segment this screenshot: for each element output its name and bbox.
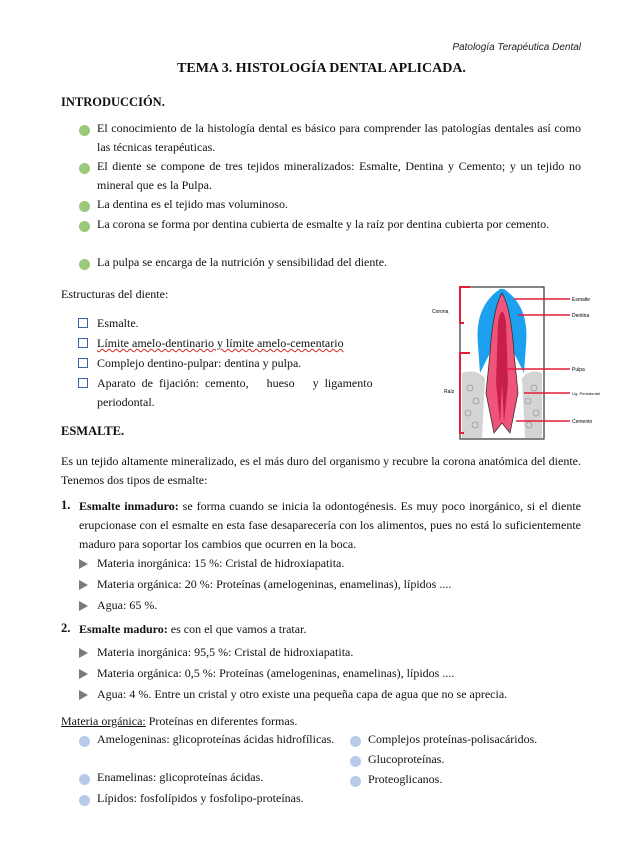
bullet-icon — [350, 736, 361, 747]
organic-right-1: Complejos proteínas-polisacáridos. — [368, 732, 538, 746]
label-dentina: Dentina — [572, 313, 590, 319]
type-1-text: se forma cuando se inicia la odontogénesis. Es muy poco inorgánico, si el diente erupcionase con el esmalte en esta fase desaparecería con los alimentos, pues no está lo suficientemente maduro para soportar los cambios que ocurren en la boca. — [79, 499, 581, 551]
tooth-diagram — [430, 283, 600, 443]
checkbox-icon — [78, 338, 88, 348]
intro-bullet-3: La dentina es el tejido mas voluminoso. — [97, 197, 288, 211]
type-1-item-1: Materia inorgánica: 15 %: Cristal de hidroxiapatita. — [97, 556, 345, 570]
label-pulpa: Pulpa — [572, 367, 585, 373]
organic-left-2: Enamelinas: glicoproteínas ácidas. — [97, 770, 264, 784]
page-title: TEMA 3. HISTOLOGÍA DENTAL APLICADA. — [177, 61, 466, 76]
type-1-number: 1. — [61, 498, 71, 512]
bullet-icon — [350, 756, 361, 767]
bullet-icon — [79, 774, 90, 785]
label-raiz: Raíz — [444, 389, 455, 395]
label-esmalte: Esmalte — [572, 297, 591, 303]
intro-bullet-5: La pulpa se encarga de la nutrición y sensibilidad del diente. — [97, 255, 388, 269]
label-cemento: Cemento — [572, 419, 593, 425]
type-2-item-3: Agua: 4 %. Entre un cristal y otro existe una pequeña capa de agua que no se aprecia. — [97, 687, 508, 701]
label-corona: Corona — [432, 309, 449, 315]
structures-label: Estructuras del diente: — [61, 287, 169, 301]
type-2-name: Esmalte maduro: — [79, 622, 168, 636]
structure-item-2: Límite amelo-dentinario y límite amelo-cementario — [97, 336, 344, 350]
triangle-bullet-icon — [79, 648, 88, 658]
organic-line — [61, 712, 297, 731]
triangle-bullet-icon — [79, 601, 88, 611]
checkbox-icon — [78, 358, 88, 368]
checkbox-icon — [78, 378, 88, 388]
intro-bullet-2: El diente se compone de tres tejidos mineralizados: Esmalte, Dentina y Cemento; y un tejido no mineral que es la Pulpa. — [97, 159, 581, 192]
bullet-icon — [79, 795, 90, 806]
triangle-bullet-icon — [79, 669, 88, 679]
bullet-icon — [350, 776, 361, 787]
bullet-icon — [79, 259, 90, 270]
esmalte-heading: ESMALTE. — [61, 424, 125, 438]
bullet-icon — [79, 163, 90, 174]
organic-left-3: Lípidos: fosfolípidos y fosfolipo-proteínas. — [97, 791, 304, 805]
esmalte-intro: Es un tejido altamente mineralizado, es el más duro del organismo y recubre la corona anatómica del diente. Tenemos dos tipos de esmalte: — [61, 454, 581, 487]
triangle-bullet-icon — [79, 690, 88, 700]
intro-heading: INTRODUCCIÓN. — [61, 95, 165, 109]
type-1-item-2: Materia orgánica: 20 %: Proteínas (amelogeninas, enamelinas), lípidos .... — [97, 577, 452, 591]
triangle-bullet-icon — [79, 580, 88, 590]
type-2-item-2: Materia orgánica: 0,5 %: Proteínas (amelogeninas, enamelinas), lípidos .... — [97, 666, 455, 680]
type-1-item-3: Agua: 65 %. — [97, 598, 158, 612]
structure-item-1: Esmalte. — [97, 316, 139, 330]
checkbox-icon — [78, 318, 88, 328]
type-2-paragraph — [79, 620, 581, 639]
running-header: Patología Terapéutica Dental — [452, 42, 581, 53]
triangle-bullet-icon — [79, 559, 88, 569]
organic-label: Materia orgánica: — [61, 714, 146, 728]
bullet-icon — [79, 125, 90, 136]
bullet-icon — [79, 736, 90, 747]
type-2-number: 2. — [61, 621, 71, 635]
type-2-item-1: Materia inorgánica: 95,5 %: Cristal de hidroxiapatita. — [97, 645, 354, 659]
bullet-icon — [79, 201, 90, 212]
structure-item-4: Aparato de fijación: cemento, hueso y ligamento periodontal. — [97, 376, 376, 409]
type-1-name: Esmalte inmaduro: — [79, 499, 179, 513]
type-1-paragraph — [79, 497, 581, 554]
type-2-text: es con el que vamos a tratar. — [167, 622, 307, 636]
label-ligamento: Lig. Periodontal — [572, 391, 600, 396]
organic-right-2: Glucoproteínas. — [368, 752, 445, 766]
intro-bullet-1: El conocimiento de la histología dental es básico para comprender las patologías dentales así como las técnicas terapéuticas. — [97, 121, 581, 154]
organic-left-1: Amelogeninas: glicoproteínas ácidas hidrofílicas. — [97, 732, 335, 746]
structure-item-3: Complejo dentino-pulpar: dentina y pulpa. — [97, 356, 302, 370]
organic-right-3: Proteoglicanos. — [368, 772, 443, 786]
organic-text: Proteínas en diferentes formas. — [145, 714, 298, 728]
intro-bullet-4: La corona se forma por dentina cubierta de esmalte y la raíz por dentina cubierta por cemento. — [97, 217, 550, 231]
bullet-icon — [79, 221, 90, 232]
